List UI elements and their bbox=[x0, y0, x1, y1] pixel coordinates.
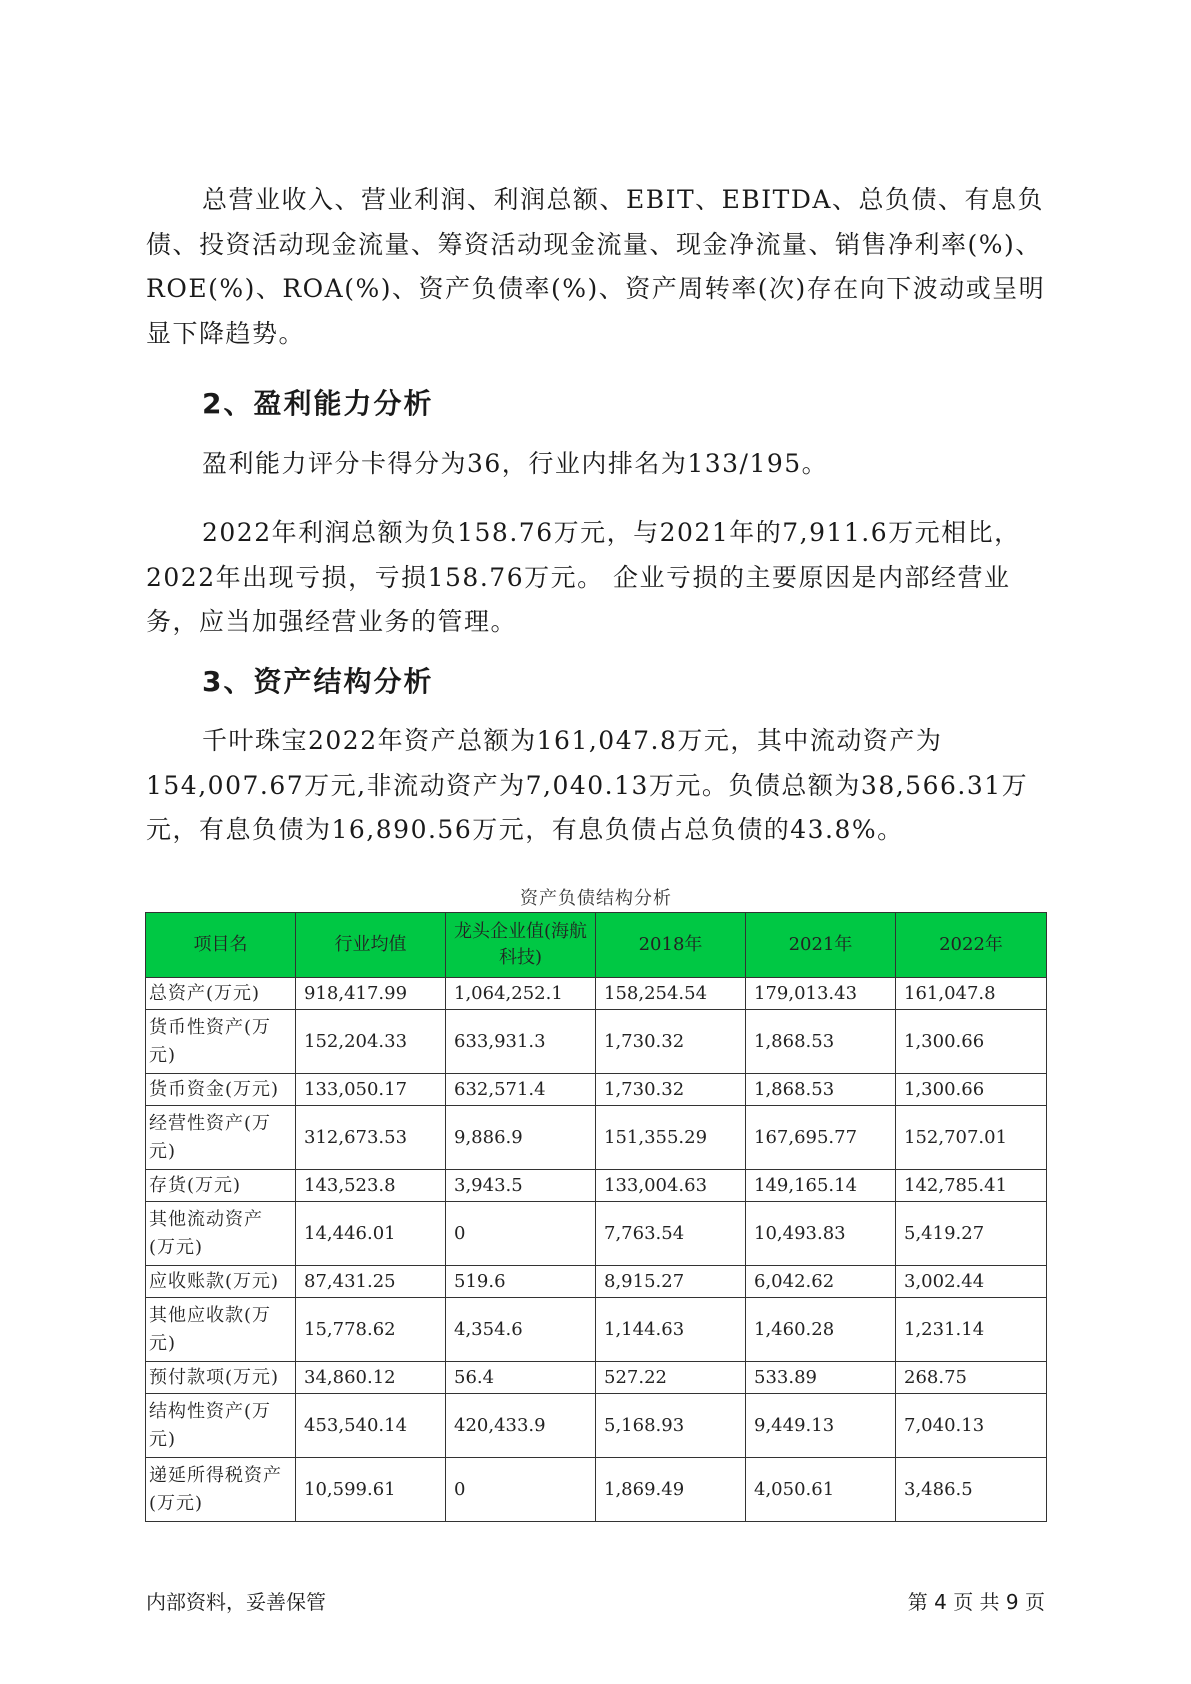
table-row bbox=[146, 1298, 1047, 1362]
table-row bbox=[146, 978, 1047, 1010]
footer-page-number: 第 4 页 共 9 页 bbox=[907, 1590, 1045, 1614]
cell-value: 158,254.54 bbox=[596, 978, 746, 1010]
cell-value: 3,943.5 bbox=[446, 1170, 596, 1202]
cell-value: 420,433.9 bbox=[446, 1394, 596, 1458]
cell-value: 15,778.62 bbox=[296, 1298, 446, 1362]
cell-value: 151,355.29 bbox=[596, 1106, 746, 1170]
header-leading-company: 龙头企业值(海航科技) bbox=[446, 913, 596, 978]
header-industry-average: 行业均值 bbox=[296, 913, 446, 978]
table-row bbox=[146, 1362, 1047, 1394]
table-row bbox=[146, 1394, 1047, 1458]
cell-value: 0 bbox=[446, 1458, 596, 1522]
cell-value: 56.4 bbox=[446, 1362, 596, 1394]
cell-value: 149,165.14 bbox=[746, 1170, 896, 1202]
table-row bbox=[146, 1010, 1047, 1074]
cell-value: 312,673.53 bbox=[296, 1106, 446, 1170]
cell-value: 179,013.43 bbox=[746, 978, 896, 1010]
profit-loss-paragraph: 2022年利润总额为负158.76万元，与2021年的7,911.6万元相比，2022年出现亏损，亏损158.76万元。 企业亏损的主要原因是内部经营业务，应当加强经营业务的管理。 bbox=[146, 518, 1021, 636]
cell-value: 3,486.5 bbox=[896, 1458, 1047, 1522]
table-header-row bbox=[146, 913, 1047, 978]
cell-value: 0 bbox=[446, 1202, 596, 1266]
cell-value: 527.22 bbox=[596, 1362, 746, 1394]
header-year-2022: 2022年 bbox=[896, 913, 1047, 978]
table-row bbox=[146, 1074, 1047, 1106]
table-caption: 资产负债结构分析 bbox=[520, 888, 672, 909]
cell-value: 133,004.63 bbox=[596, 1170, 746, 1202]
row-label: 预付款项(万元) bbox=[146, 1362, 296, 1394]
cell-value: 1,231.14 bbox=[896, 1298, 1047, 1362]
cell-value: 3,002.44 bbox=[896, 1266, 1047, 1298]
header-year-2021: 2021年 bbox=[746, 913, 896, 978]
cell-value: 8,915.27 bbox=[596, 1266, 746, 1298]
cell-value: 6,042.62 bbox=[746, 1266, 896, 1298]
table-row bbox=[146, 1202, 1047, 1266]
cell-value: 9,886.9 bbox=[446, 1106, 596, 1170]
header-item-name: 项目名 bbox=[146, 913, 296, 978]
section-heading-asset-structure: 3、资产结构分析 bbox=[202, 665, 434, 698]
section-heading-profitability: 2、盈利能力分析 bbox=[202, 387, 434, 420]
cell-value: 133,050.17 bbox=[296, 1074, 446, 1106]
cell-value: 142,785.41 bbox=[896, 1170, 1047, 1202]
cell-value: 14,446.01 bbox=[296, 1202, 446, 1266]
cell-value: 1,868.53 bbox=[746, 1010, 896, 1074]
cell-value: 143,523.8 bbox=[296, 1170, 446, 1202]
profitability-score-paragraph: 盈利能力评分卡得分为36，行业内排名为133/195。 bbox=[202, 449, 829, 478]
cell-value: 633,931.3 bbox=[446, 1010, 596, 1074]
cell-value: 5,419.27 bbox=[896, 1202, 1047, 1266]
cell-value: 918,417.99 bbox=[296, 978, 446, 1010]
cell-value: 87,431.25 bbox=[296, 1266, 446, 1298]
cell-value: 10,493.83 bbox=[746, 1202, 896, 1266]
cell-value: 167,695.77 bbox=[746, 1106, 896, 1170]
table-row bbox=[146, 1266, 1047, 1298]
cell-value: 4,354.6 bbox=[446, 1298, 596, 1362]
cell-value: 7,040.13 bbox=[896, 1394, 1047, 1458]
cell-value: 519.6 bbox=[446, 1266, 596, 1298]
cell-value: 1,300.66 bbox=[896, 1010, 1047, 1074]
row-label: 经营性资产(万元) bbox=[146, 1106, 296, 1170]
row-label: 总资产(万元) bbox=[146, 978, 296, 1010]
row-label: 其他应收款(万元) bbox=[146, 1298, 296, 1362]
cell-value: 1,730.32 bbox=[596, 1074, 746, 1106]
table-row bbox=[146, 1458, 1047, 1522]
cell-value: 10,599.61 bbox=[296, 1458, 446, 1522]
table-row bbox=[146, 1106, 1047, 1170]
cell-value: 161,047.8 bbox=[896, 978, 1047, 1010]
row-label: 货币性资产(万元) bbox=[146, 1010, 296, 1074]
cell-value: 632,571.4 bbox=[446, 1074, 596, 1106]
cell-value: 533.89 bbox=[746, 1362, 896, 1394]
row-label: 其他流动资产(万元) bbox=[146, 1202, 296, 1266]
cell-value: 1,730.32 bbox=[596, 1010, 746, 1074]
cell-value: 152,204.33 bbox=[296, 1010, 446, 1074]
asset-liability-table bbox=[145, 912, 1047, 1522]
cell-value: 1,300.66 bbox=[896, 1074, 1047, 1106]
cell-value: 1,064,252.1 bbox=[446, 978, 596, 1010]
row-label: 结构性资产(万元) bbox=[146, 1394, 296, 1458]
cell-value: 9,449.13 bbox=[746, 1394, 896, 1458]
cell-value: 7,763.54 bbox=[596, 1202, 746, 1266]
cell-value: 152,707.01 bbox=[896, 1106, 1047, 1170]
cell-value: 1,869.49 bbox=[596, 1458, 746, 1522]
cell-value: 1,460.28 bbox=[746, 1298, 896, 1362]
cell-value: 453,540.14 bbox=[296, 1394, 446, 1458]
row-label: 应收账款(万元) bbox=[146, 1266, 296, 1298]
cell-value: 268.75 bbox=[896, 1362, 1047, 1394]
footer-confidential-note: 内部资料，妥善保管 bbox=[146, 1590, 326, 1614]
header-year-2018: 2018年 bbox=[596, 913, 746, 978]
cell-value: 4,050.61 bbox=[746, 1458, 896, 1522]
row-label: 递延所得税资产(万元) bbox=[146, 1458, 296, 1522]
cell-value: 1,868.53 bbox=[746, 1074, 896, 1106]
row-label: 存货(万元) bbox=[146, 1170, 296, 1202]
asset-structure-paragraph: 千叶珠宝2022年资产总额为161,047.8万元，其中流动资产为154,007.67万元,非流动资产为7,040.13万元。负债总额为38,566.31万元，有息负债为16,890.56万元，有息负债占总负债的43.8%。 bbox=[146, 726, 1029, 844]
cell-value: 34,860.12 bbox=[296, 1362, 446, 1394]
table-row bbox=[146, 1170, 1047, 1202]
cell-value: 5,168.93 bbox=[596, 1394, 746, 1458]
cell-value: 1,144.63 bbox=[596, 1298, 746, 1362]
row-label: 货币资金(万元) bbox=[146, 1074, 296, 1106]
trend-paragraph: 总营业收入、营业利润、利润总额、EBIT、EBITDA、总负债、有息负债、投资活动现金流量、筹资活动现金流量、现金净流量、销售净利率(%)、ROE(%)、ROA(%)、资产负债率(%)、资产周转率(次)存在向下波动或呈明显下降趋势。 bbox=[146, 185, 1046, 348]
